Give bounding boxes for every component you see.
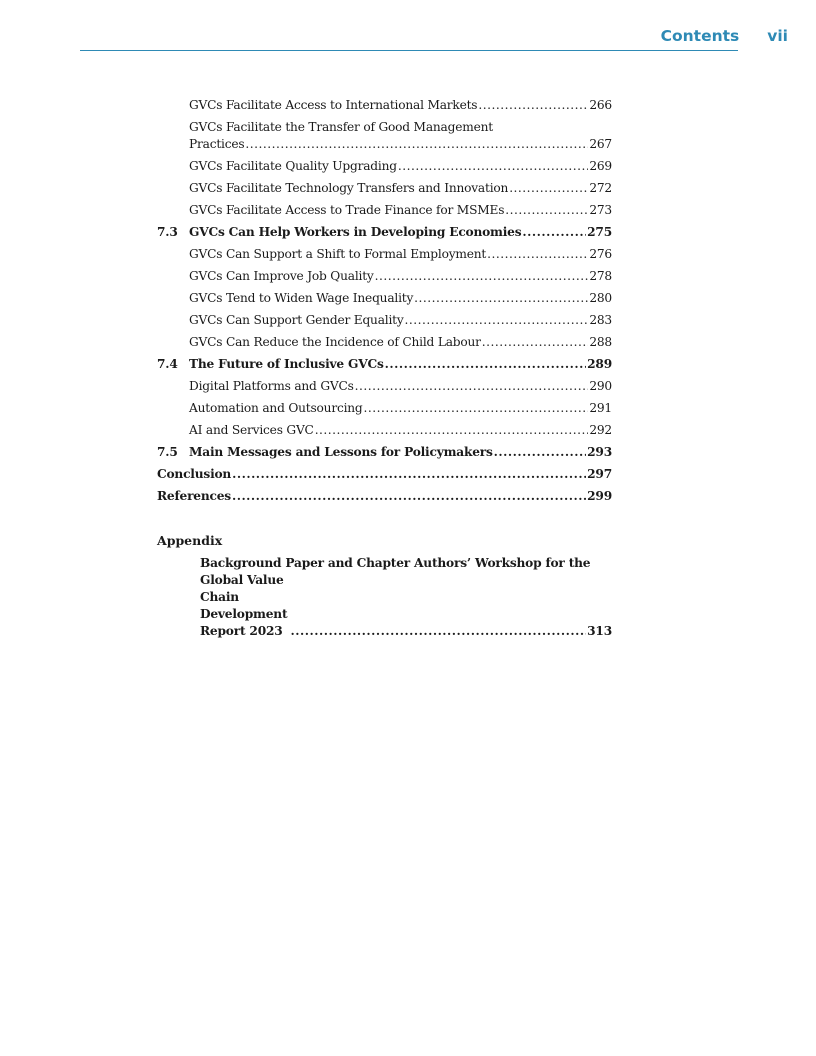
- toc-entry[interactable]: [157, 97, 612, 114]
- toc-entry[interactable]: [157, 246, 612, 263]
- toc-entry[interactable]: [157, 119, 612, 153]
- toc-entry-page: 290: [589, 379, 612, 393]
- toc-entry-title: AI and Services GVC: [189, 423, 314, 437]
- toc-entry-title: GVCs Can Reduce the Incidence of Child Labour: [189, 335, 481, 349]
- leader-dots: [487, 246, 588, 263]
- toc-entry-title: Main Messages and Lessons for Policymakers: [189, 445, 493, 459]
- leader-dots: [478, 97, 588, 114]
- leader-dots: [509, 180, 588, 197]
- toc-entry-page: 266: [589, 98, 612, 112]
- leader-dots: [522, 224, 586, 241]
- leader-dots: [232, 466, 586, 483]
- leader-dots: [505, 202, 588, 219]
- toc-entry-page: 278: [589, 269, 612, 283]
- toc-section-entry[interactable]: [157, 444, 612, 461]
- toc-entry[interactable]: [157, 400, 612, 417]
- toc-entry-title: GVCs Facilitate the Transfer of Good Management: [189, 120, 493, 134]
- toc-entry[interactable]: [157, 180, 612, 197]
- toc-entry-page: 276: [589, 247, 612, 261]
- appendix-title-continued: Global Value Chain Development Report 2023: [200, 573, 288, 638]
- toc-entry-page: 299: [587, 489, 612, 503]
- toc-entry-title: GVCs Can Support Gender Equality: [189, 313, 404, 327]
- toc-entry-page: 283: [589, 313, 612, 327]
- toc-entry-page: 269: [589, 159, 612, 173]
- toc-entry-page: 275: [587, 225, 612, 239]
- toc-entry-title: Automation and Outsourcing: [189, 401, 363, 415]
- toc-entry-title: GVCs Can Help Workers in Developing Economies: [189, 225, 522, 239]
- page-number: vii: [767, 27, 788, 45]
- toc-entry-page: 267: [589, 137, 612, 151]
- toc-entry[interactable]: [157, 334, 612, 351]
- toc-entry[interactable]: [157, 268, 612, 285]
- toc-entry-title: The Future of Inclusive GVCs: [189, 357, 384, 371]
- toc-entry-title: GVCs Tend to Widen Wage Inequality: [189, 291, 414, 305]
- section-title: Contents: [660, 27, 740, 45]
- section-number: 7.3: [157, 225, 178, 239]
- toc-entry-page: 280: [589, 291, 612, 305]
- toc-entry-page: 297: [587, 467, 612, 481]
- toc-entry[interactable]: [157, 290, 612, 307]
- leader-dots: [315, 422, 589, 439]
- toc-entry[interactable]: [157, 312, 612, 329]
- toc-entry-title: GVCs Facilitate Access to International Markets: [189, 98, 478, 112]
- running-head: [661, 27, 788, 45]
- toc-entry-title: GVCs Can Support a Shift to Formal Employment: [189, 247, 487, 261]
- toc-top-entry-conclusion[interactable]: [157, 466, 612, 483]
- appendix-page: 313: [587, 624, 612, 638]
- toc-entry[interactable]: [157, 422, 612, 439]
- appendix-entry[interactable]: [200, 555, 612, 640]
- toc-entry-title: References: [157, 489, 231, 503]
- toc-entry-title-continued: Practices: [189, 137, 245, 151]
- toc-entry-title: GVCs Can Improve Job Quality: [189, 269, 374, 283]
- toc-entry-title: GVCs Facilitate Quality Upgrading: [189, 159, 397, 173]
- leader-dots: [405, 312, 589, 329]
- toc-entry[interactable]: [157, 378, 612, 395]
- leader-dots: [385, 356, 587, 373]
- toc-entry-page: 293: [587, 445, 612, 459]
- toc-entry-title: Conclusion: [157, 467, 232, 481]
- toc-section-entry[interactable]: [157, 224, 612, 241]
- toc-entry-page: 272: [589, 181, 612, 195]
- appendix-title: Background Paper and Chapter Authors’ Workshop for the: [200, 556, 591, 570]
- toc-entry-title: GVCs Facilitate Access to Trade Finance for MSMEs: [189, 203, 505, 217]
- leader-dots: [245, 136, 588, 153]
- toc-section-entry[interactable]: [157, 356, 612, 373]
- leader-dots: [398, 158, 588, 175]
- toc-entry-page: 273: [589, 203, 612, 217]
- section-number: 7.5: [157, 445, 178, 459]
- toc-entry-page: 292: [589, 423, 612, 437]
- toc-entry-page: 291: [589, 401, 612, 415]
- leader-dots: [414, 290, 588, 307]
- toc-entry-title: Digital Platforms and GVCs: [189, 379, 354, 393]
- leader-dots: [355, 378, 589, 395]
- toc-entry-page: 289: [587, 357, 612, 371]
- leader-dots: [364, 400, 589, 417]
- toc-entry-page: 288: [589, 335, 612, 349]
- leader-dots: [482, 334, 589, 351]
- leader-dots: [494, 444, 586, 461]
- toc-entry-title: GVCs Facilitate Technology Transfers and Innovation: [189, 181, 509, 195]
- table-of-contents: [157, 97, 612, 510]
- header-rule: [80, 50, 738, 51]
- leader-dots: [291, 623, 587, 640]
- toc-entry[interactable]: [157, 202, 612, 219]
- leader-dots: [375, 268, 589, 285]
- toc-entry[interactable]: [157, 158, 612, 175]
- section-number: 7.4: [157, 357, 178, 371]
- toc-top-entry-references[interactable]: [157, 488, 612, 505]
- leader-dots: [232, 488, 586, 505]
- appendix-heading: Appendix: [157, 533, 223, 548]
